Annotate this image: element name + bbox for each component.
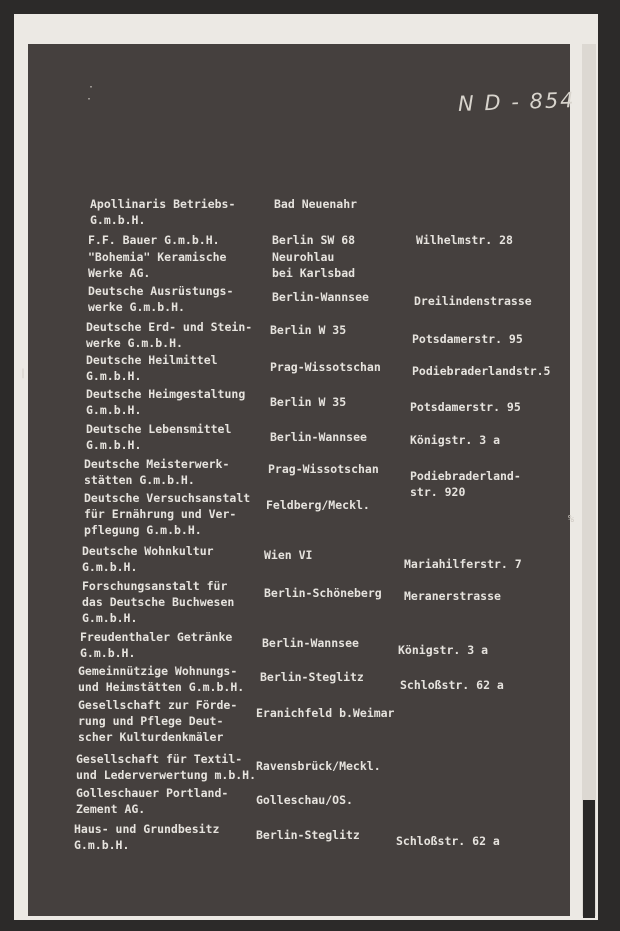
company-name: Gesellschaft für Textil- und Lederverwertung m.b.H. (76, 752, 257, 782)
company-place: Berlin W 35 (270, 323, 347, 337)
dark-edge-bar (583, 800, 595, 918)
speck-mark: · (88, 82, 95, 93)
company-street: Königstr. 3 a (410, 433, 501, 447)
company-name: Deutsche Ausrüstungs- werke G.m.b.H. (88, 284, 234, 314)
company-name: "Bohemia" Keramische Werke AG. (88, 250, 227, 280)
paper-right-strip (582, 44, 596, 916)
company-name: Deutsche Wohnkultur G.m.b.H. (82, 544, 214, 574)
company-name: Golleschauer Portland- Zement AG. (76, 786, 229, 816)
company-place: Wien VI (264, 548, 313, 562)
company-place: Berlin SW 68 (272, 233, 356, 247)
company-place: Feldberg/Meckl. (266, 498, 370, 512)
company-place: Berlin-Steglitz (260, 670, 364, 684)
company-place: Berlin-Wannsee (262, 636, 359, 650)
company-name: Deutsche Heimgestaltung G.m.b.H. (86, 387, 246, 417)
company-name: Apollinaris Betriebs- G.m.b.H. (90, 197, 236, 227)
company-place: Berlin-Wannsee (270, 430, 367, 444)
company-street: Mariahilferstr. 7 (404, 557, 522, 571)
company-street: Meranerstrasse (404, 589, 501, 603)
company-name: Deutsche Versuchsanstalt für Ernährung und Ver- pflegung G.m.b.H. (84, 491, 251, 537)
company-name: Gesellschaft zur Förde- rung und Pflege Deut- scher Kulturdenkmäler (78, 698, 238, 744)
company-street: Wilhelmstr. 28 (416, 233, 513, 247)
company-name: Forschungsanstalt für das Deutsche Buchwesen G.m.b.H. (82, 579, 235, 625)
company-place: Neurohlau bei Karlsbad (272, 250, 356, 280)
company-street: Schloßstr. 62 a (400, 678, 504, 692)
company-name: Haus- und Grundbesitz G.m.b.H. (74, 822, 220, 852)
company-name: Deutsche Erd- und Stein- werke G.m.b.H. (86, 320, 253, 350)
company-place: Golleschau/OS. (256, 793, 353, 807)
company-street: Potsdamerstr. 95 (410, 400, 521, 414)
company-place: Ravensbrück/Meckl. (256, 759, 381, 773)
company-name: Deutsche Meisterwerk- stätten G.m.b.H. (84, 457, 230, 487)
company-place: Prag-Wissotschan (270, 360, 381, 374)
company-place: Eranichfeld b.Weimar (256, 706, 395, 720)
company-street: Königstr. 3 a (398, 643, 489, 657)
company-street: Schloßstr. 62 a (396, 834, 500, 848)
company-place: Berlin-Schöneberg (264, 586, 382, 600)
margin-mark: | (20, 368, 27, 379)
company-name: Deutsche Lebensmittel G.m.b.H. (86, 422, 232, 452)
document-number: N D - 854 (457, 87, 576, 117)
speck-mark: · (86, 94, 93, 105)
company-place: Berlin W 35 (270, 395, 347, 409)
margin-mark: % (568, 514, 575, 525)
company-name: Freudenthaler Getränke G.m.b.H. (80, 630, 233, 660)
company-name: Gemeinnützige Wohnungs- und Heimstätten G.m.b.H. (78, 664, 245, 694)
company-name: Deutsche Heilmittel G.m.b.H. (86, 353, 218, 383)
company-name: F.F. Bauer G.m.b.H. (88, 233, 220, 247)
company-place: Berlin-Steglitz (256, 828, 360, 842)
company-place: Bad Neuenahr (274, 197, 358, 211)
company-street: Potsdamerstr. 95 (412, 332, 523, 346)
company-street: Podiebraderland- str. 920 (410, 469, 521, 499)
company-place: Prag-Wissotschan (268, 462, 379, 476)
company-street: Podiebraderlandstr.5 (412, 364, 551, 378)
company-street: Dreilindenstrasse (414, 294, 532, 308)
company-place: Berlin-Wannsee (272, 290, 369, 304)
